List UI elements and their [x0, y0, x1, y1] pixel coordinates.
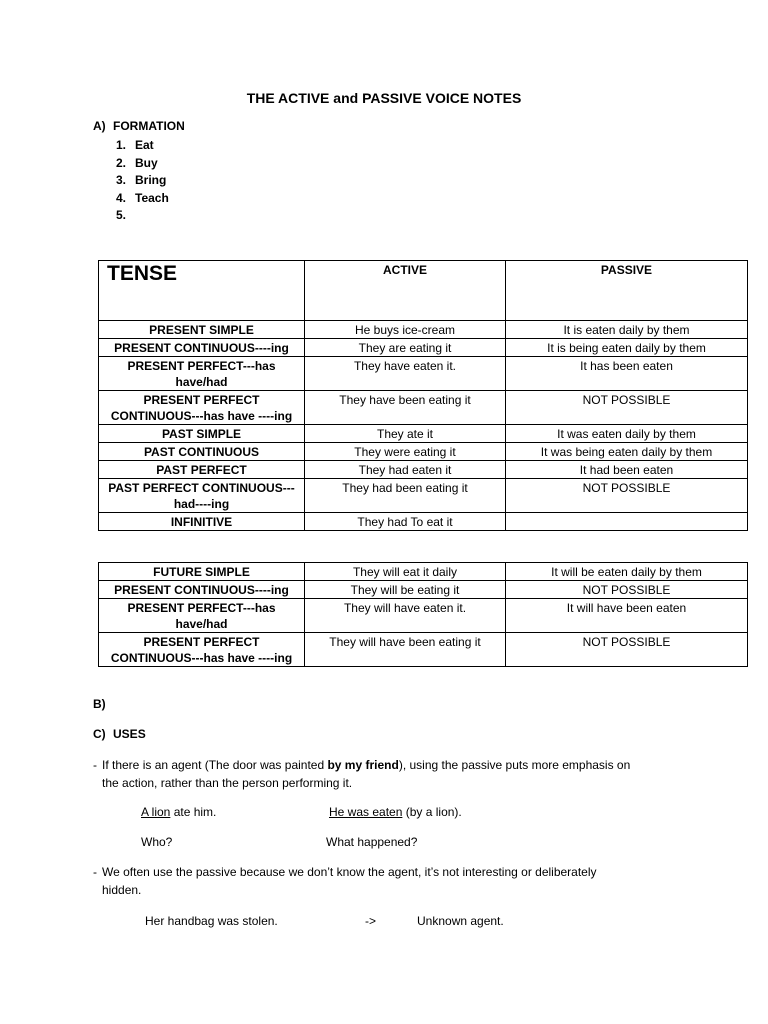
tense-cell: PAST PERFECT CONTINUOUS---had----ing: [99, 479, 305, 513]
table-row: [99, 479, 748, 513]
passive-cell: It will have been eaten: [506, 599, 748, 633]
example2-left: Her handbag was stolen.: [145, 914, 278, 928]
bullet-text: If there is an agent (The door was painted: [102, 758, 328, 772]
table-row: [99, 563, 748, 581]
section-a-label: A): [93, 119, 106, 133]
passive-cell: It was being eaten daily by them: [506, 443, 748, 461]
example-subject: A lion: [141, 805, 171, 819]
passive-cell: It will be eaten daily by them: [506, 563, 748, 581]
section-a-title: FORMATION: [113, 119, 185, 133]
example-passive: [329, 803, 462, 821]
list-item: 4. Teach: [116, 190, 169, 205]
example-verb: He was eaten: [329, 805, 403, 819]
tense-cell: INFINITIVE: [99, 513, 305, 531]
table-header-row: [99, 261, 748, 321]
passive-cell: It is being eaten daily by them: [506, 339, 748, 357]
section-b-label: B): [93, 697, 106, 711]
active-cell: They will have been eating it: [305, 633, 506, 667]
active-cell: They have eaten it.: [305, 357, 506, 391]
table-row: [99, 321, 748, 339]
list-item: 1. Eat: [116, 138, 154, 152]
tense-cell: PRESENT PERFECT---has have/had: [99, 599, 305, 633]
passive-cell: NOT POSSIBLE: [506, 391, 748, 425]
active-cell: They were eating it: [305, 443, 506, 461]
section-c-title: USES: [113, 727, 146, 741]
list-item: 5.: [116, 208, 127, 223]
active-cell: They ate it: [305, 425, 506, 443]
passive-cell: NOT POSSIBLE: [506, 479, 748, 513]
passive-cell: It is eaten daily by them: [506, 321, 748, 339]
passive-cell: It was eaten daily by them: [506, 425, 748, 443]
table-row: [99, 581, 748, 599]
active-cell: They will be eating it: [305, 581, 506, 599]
active-cell: They had To eat it: [305, 513, 506, 531]
table-row: [99, 357, 748, 391]
tense-cell: PRESENT PERFECT CONTINUOUS---has have ----ing: [99, 633, 305, 667]
example2-right: Unknown agent.: [417, 914, 504, 928]
active-cell: He buys ice-cream: [305, 321, 506, 339]
example-text: ate him.: [170, 805, 217, 819]
table-row: [99, 425, 748, 443]
tense-cell: PRESENT PERFECT---has have/had: [99, 357, 305, 391]
section-a-heading: [93, 119, 185, 133]
future-tense-table: [98, 562, 748, 667]
passive-cell: NOT POSSIBLE: [506, 633, 748, 667]
formation-list: [116, 137, 169, 225]
list-item: 3. Bring: [116, 173, 167, 188]
example-active: [141, 803, 216, 821]
active-cell: They had been eating it: [305, 479, 506, 513]
tense-cell: PAST PERFECT: [99, 461, 305, 479]
tense-cell: PRESENT CONTINUOUS----ing: [99, 339, 305, 357]
bullet-dash: -: [93, 865, 97, 879]
agent-emphasis: by my friend: [327, 758, 399, 772]
passive-cell: NOT POSSIBLE: [506, 581, 748, 599]
header-passive: PASSIVE: [506, 261, 748, 321]
active-cell: They have been eating it: [305, 391, 506, 425]
question-who: Who?: [141, 835, 173, 849]
bullet-dash: -: [93, 758, 97, 772]
tense-table: [98, 260, 748, 531]
table-row: [99, 461, 748, 479]
section-c-heading: [93, 727, 146, 741]
table-row: [99, 599, 748, 633]
table-row: [99, 633, 748, 667]
passive-cell: [506, 513, 748, 531]
tense-cell: PRESENT CONTINUOUS----ing: [99, 581, 305, 599]
table-row: [99, 339, 748, 357]
uses-bullet-1: [93, 756, 693, 792]
passive-cell: It had been eaten: [506, 461, 748, 479]
active-cell: They will eat it daily: [305, 563, 506, 581]
uses-bullet-2: [93, 863, 693, 899]
bullet-text-line2: the action, rather than the person performing it.: [102, 776, 353, 790]
example-text: (by a lion).: [402, 805, 462, 819]
tense-cell: FUTURE SIMPLE: [99, 563, 305, 581]
header-tense: TENSE: [99, 261, 305, 321]
bullet-text-line2: hidden.: [102, 883, 142, 897]
tense-cell: PRESENT PERFECT CONTINUOUS---has have ----ing: [99, 391, 305, 425]
bullet-text: We often use the passive because we don’t know the agent, it’s not interesting or deliberately: [102, 865, 597, 879]
tense-cell: PRESENT SIMPLE: [99, 321, 305, 339]
table-row: [99, 443, 748, 461]
passive-cell: It has been eaten: [506, 357, 748, 391]
section-c-label: C): [93, 727, 106, 741]
arrow-text: ->: [365, 914, 377, 928]
table-row: [99, 513, 748, 531]
table-row: [99, 391, 748, 425]
bullet-text: ), using the passive puts more emphasis on: [398, 758, 631, 772]
active-cell: They will have eaten it.: [305, 599, 506, 633]
tense-cell: PAST CONTINUOUS: [99, 443, 305, 461]
active-cell: They had eaten it: [305, 461, 506, 479]
list-item: 2. Buy: [116, 155, 158, 170]
page-title: THE ACTIVE and PASSIVE VOICE NOTES: [246, 90, 522, 106]
header-active: ACTIVE: [305, 261, 506, 321]
active-cell: They are eating it: [305, 339, 506, 357]
question-what: What happened?: [326, 835, 418, 849]
tense-cell: PAST SIMPLE: [99, 425, 305, 443]
